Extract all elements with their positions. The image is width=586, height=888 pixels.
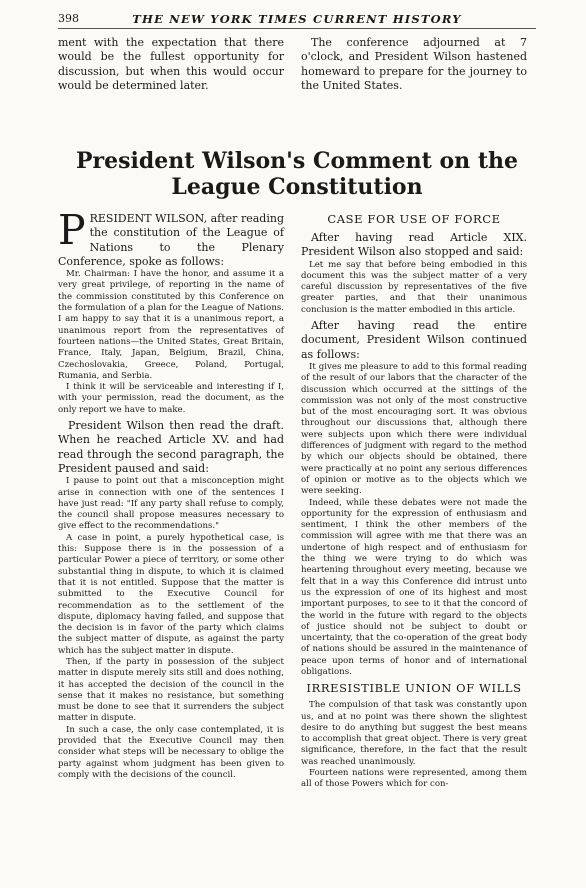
intro-text: RESIDENT WILSON, after reading the constitution of the League of Nations to the Plenary Conference, spoke as follows: bbox=[58, 212, 284, 268]
continued-paragraph-right: The conference adjourned at 7 o'clock, and President Wilson hastened homeward to prepare for the journey to the United States. bbox=[301, 36, 527, 92]
body-paragraph: The compulsion of that task was constantly upon us, and at no point was there shown the slightest desire to do anything but suggest the best means to accomplish that great object. There is very great significance, therefore, in the fact that the result was reached unanimously. bbox=[301, 700, 527, 767]
header-rule bbox=[58, 28, 536, 29]
body-paragraph: I think it will be serviceable and interesting if I, with your permission, read the document, as the only report we have to make. bbox=[58, 382, 284, 415]
article-left-column bbox=[58, 206, 284, 781]
section-heading: IRRESISTIBLE UNION OF WILLS bbox=[306, 681, 522, 696]
top-left-column bbox=[58, 36, 284, 93]
continued-paragraph-left: ment with the expectation that there would be the fullest opportunity for discussion, but when this would occur would be determined later. bbox=[58, 36, 284, 92]
page-number: 398 bbox=[58, 12, 79, 25]
intro-paragraph bbox=[58, 206, 284, 269]
lead-paragraph: After having read the entire document, President Wilson continued as follows: bbox=[301, 319, 527, 361]
article-right-column bbox=[301, 212, 527, 791]
running-title: THE NEW YORK TIMES CURRENT HISTORY bbox=[132, 12, 462, 26]
lead-paragraph: After having read Article XIX. President Wilson also stopped and said: bbox=[301, 231, 527, 259]
lead-paragraph: President Wilson then read the draft. When he reached Article XV. and had read through the second paragraph, the President paused and said: bbox=[58, 419, 284, 475]
section-heading: CASE FOR USE OF FORCE bbox=[327, 212, 501, 226]
body-paragraph: Fourteen nations were represented, among them all of those Powers which for con- bbox=[301, 768, 527, 790]
body-paragraph: Indeed, while these debates were not made the opportunity for the expression of enthusiasm and sentiment, I think the other members of the commission will agree with me that there was an undertone of high respect and of enthusiasm for the thing we were trying to do which was heartening throughout every meeting, because we felt that in a way this Conference did intrust unto us the expression of one of its highest and most important purposes, to see to it that the concord of the world in the future with regard to the objects of justice should not be subject to doubt or uncertainty, that the co-operation of the great body of nations should be assured in the maintenance of peace upon terms of honor and of international obligations. bbox=[301, 497, 527, 677]
body-paragraph: A case in point, a purely hypothetical case, is this: Suppose there is in the possession of a particular Power a piece of territory, or some other substantial thing in dispute, to which it is claimed that it is not entitled. Suppose that the matter is submitted to the Executive Council for recommendation as to the settlement of the dispute, diplomacy having failed, and suppose that the decision is in favor of the party which claims the subject matter of dispute, as against the party which has the subject matter in dispute. bbox=[58, 532, 284, 656]
body-paragraph: Mr. Chairman: I have the honor, and assume it a very great privilege, of reporting in the name of the commission constituted by this Conference on the formulation of a plan for the League of Nations. I am happy to say that it is a unanimous report, a unanimous report from the representatives of fourteen nations—the United States, Great Britain, France, Italy, Japan, Belgium, Brazil, China, Czechoslovakia, Greece, Poland, Portugal, Rumania, and Serbia. bbox=[58, 269, 284, 381]
top-right-column bbox=[301, 36, 527, 93]
article-title: President Wilson's Comment on the League Constitution bbox=[76, 148, 518, 200]
drop-cap: P bbox=[58, 206, 86, 254]
body-paragraph: It gives me pleasure to add to this formal reading of the result of our labors that the character of the discussion which occurred at the sittings of the commission was not only of the most constructive but of the most encouraging sort. It was obvious throughout our discussions that, although there were subjects upon which there were individual differences of judgment with regard to the method by which our objects should be obtained, there were practically at no point any serious differences of opinion or motive as to the objects which we were seeking. bbox=[301, 361, 527, 497]
body-paragraph: Then, if the party in possession of the subject matter in dispute merely sits still and does nothing, it has accepted the decision of the council in the sense that it makes no resistance, but something must be done to see that it surrenders the subject matter in dispute. bbox=[58, 656, 284, 724]
body-paragraph: In such a case, the only case contemplated, it is provided that the Executive Council may then consider what steps will be necessary to oblige the party against whom judgment has been given to comply with the decisions of the council. bbox=[58, 724, 284, 780]
body-paragraph: I pause to point out that a misconception might arise in connection with one of the sentences I have just read: "If any party shall refuse to comply, the council shall propose measures necessary to give effect to the recommendations." bbox=[58, 476, 284, 532]
body-paragraph: Let me say that before being embodied in this document this was the subject matter of a very careful discussion by representatives of the five greater parties, and that their unanimous conclusion is the matter embodied in this article. bbox=[301, 259, 527, 315]
page-header bbox=[58, 12, 536, 28]
